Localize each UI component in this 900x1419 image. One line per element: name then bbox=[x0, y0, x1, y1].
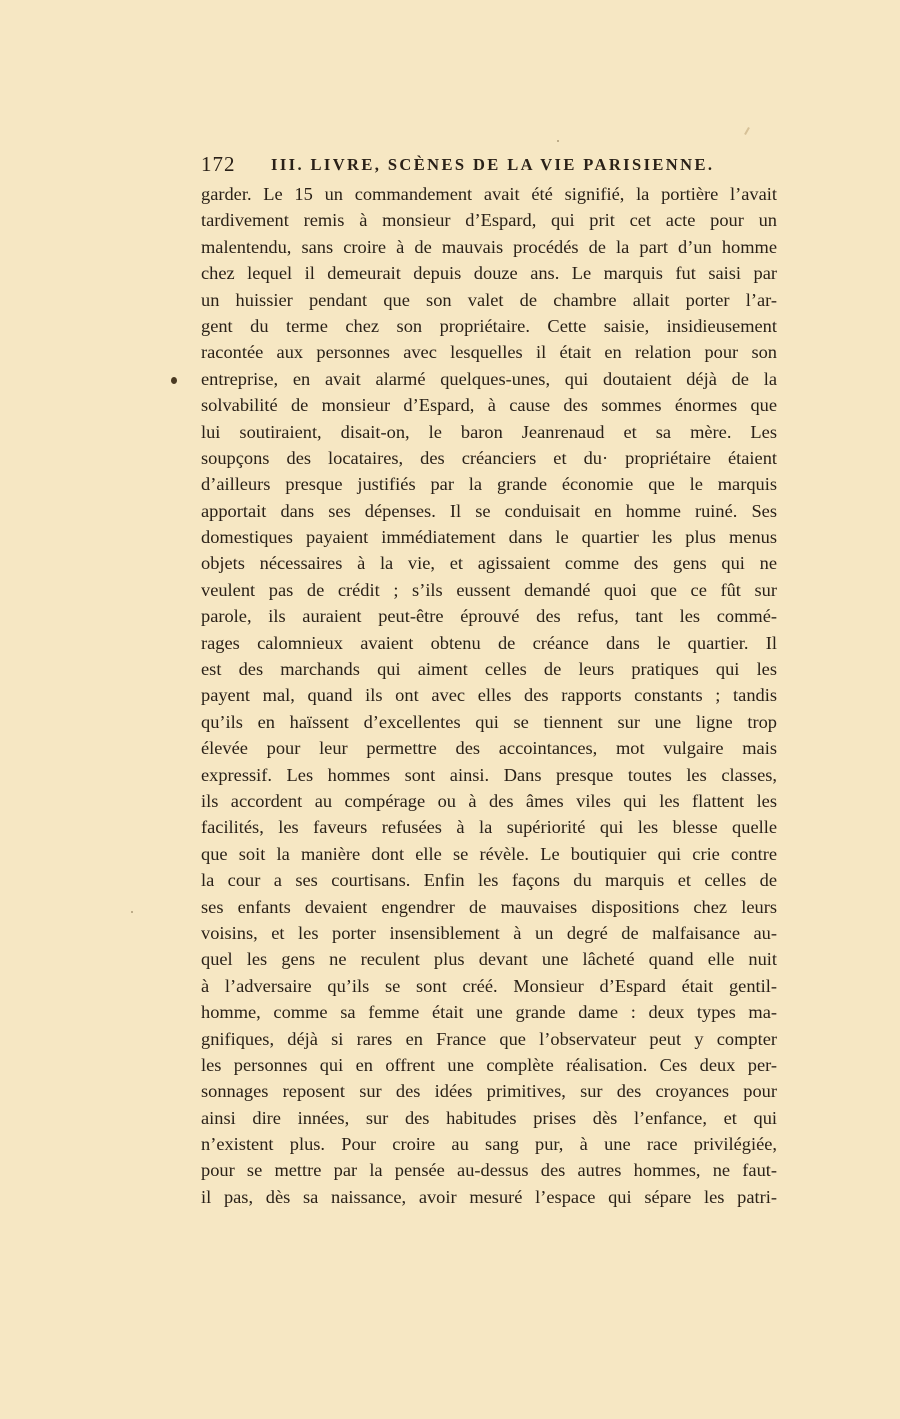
text-line: sonnages reposent sur des idées primitives, sur des croyances pour bbox=[201, 1081, 777, 1102]
text-line: rages calomnieux avaient obtenu de créance dans le quartier. Il bbox=[201, 632, 777, 653]
text-line: apportait dans ses dépenses. Il se conduisait en homme ruiné. Ses bbox=[201, 500, 777, 521]
text-line: payent mal, quand ils ont avec elles des rapports constants ; tandis bbox=[201, 685, 777, 706]
text-line: d’ailleurs presque justifiés par la grande économie que le marquis bbox=[201, 474, 777, 495]
page-number: 172 bbox=[201, 152, 236, 176]
running-title: III. LIVRE, SCÈNES DE LA VIE PARISIENNE. bbox=[271, 155, 715, 174]
text-line: racontée aux personnes avec lesquelles il était en relation pour son bbox=[201, 342, 777, 363]
text-line: n’existent plus. Pour croire au sang pur, à une race privilégiée, bbox=[201, 1134, 777, 1155]
text-line: expressif. Les hommes sont ainsi. Dans presque toutes les classes, bbox=[201, 764, 777, 785]
text-line: lui soutiraient, disait-on, le baron Jeanrenaud et sa mère. Les bbox=[201, 421, 777, 442]
text-line: facilités, les faveurs refusées à la supériorité qui les blesse quelle bbox=[201, 817, 777, 838]
text-line: est des marchands qui aiment celles de leurs pratiques qui les bbox=[201, 659, 777, 680]
text-line: chez lequel il demeurait depuis douze ans. Le marquis fut saisi par bbox=[201, 263, 777, 284]
text-line: tardivement remis à monsieur d’Espard, qui prit cet acte pour un bbox=[201, 210, 777, 231]
body-text bbox=[201, 181, 777, 1210]
paper-speck bbox=[557, 140, 559, 142]
text-line: les personnes qui en offrent une complète réalisation. Ces deux per- bbox=[201, 1054, 777, 1075]
text-line: veulent pas de crédit ; s’ils eussent demandé quoi que ce fût sur bbox=[201, 579, 777, 600]
margin-mark bbox=[171, 377, 177, 384]
text-line: il pas, dès sa naissance, avoir mesuré l’espace qui sépare les patri- bbox=[201, 1186, 777, 1207]
text-line: objets nécessaires à la vie, et agissaient comme des gens qui ne bbox=[201, 553, 777, 574]
paper-mark bbox=[744, 127, 750, 135]
text-line: solvabilité de monsieur d’Espard, à cause des sommes énormes que bbox=[201, 395, 777, 416]
text-line: parole, ils auraient peut-être éprouvé des refus, tant les commé- bbox=[201, 606, 777, 627]
text-line: un huissier pendant que son valet de chambre allait porter l’ar- bbox=[201, 289, 777, 310]
paper-speck bbox=[131, 911, 133, 913]
text-line: gent du terme chez son propriétaire. Cette saisie, insidieusement bbox=[201, 315, 777, 336]
text-line: garder. Le 15 un commandement avait été signifié, la portière l’avait bbox=[201, 184, 777, 204]
text-line: ainsi dire innées, sur des habitudes prises dès l’enfance, et qui bbox=[201, 1107, 777, 1128]
text-line: domestiques payaient immédiatement dans le quartier les plus menus bbox=[201, 527, 777, 548]
text-line: homme, comme sa femme était une grande dame : deux types ma- bbox=[201, 1002, 777, 1023]
text-line: malentendu, sans croire à de mauvais procédés de la part d’un homme bbox=[201, 236, 777, 257]
text-line: qu’ils en haïssent d’excellentes qui se tiennent sur une ligne trop bbox=[201, 711, 777, 732]
text-line: pour se mettre par la pensée au-dessus des autres hommes, ne faut- bbox=[201, 1160, 777, 1181]
text-line: soupçons des locataires, des créanciers et du· propriétaire étaient bbox=[201, 447, 777, 468]
text-line: gnifiques, déjà si rares en France que l’observateur peut y compter bbox=[201, 1028, 777, 1049]
text-line: à l’adversaire qu’ils se sont créé. Monsieur d’Espard était gentil- bbox=[201, 975, 777, 996]
text-line: entreprise, en avait alarmé quelques-unes, qui doutaient déjà de la bbox=[201, 368, 777, 389]
text-line: ils accordent au compérage ou à des âmes viles qui les flattent les bbox=[201, 790, 777, 811]
text-line: ses enfants devaient engendrer de mauvaises dispositions chez leurs bbox=[201, 896, 777, 917]
text-line: la cour a ses courtisans. Enfin les façons du marquis et celles de bbox=[201, 870, 777, 891]
text-line: quel les gens ne reculent plus devant une lâcheté quand elle nuit bbox=[201, 949, 777, 970]
text-line: élevée pour leur permettre des accointances, mot vulgaire mais bbox=[201, 738, 777, 759]
text-line: que soit la manière dont elle se révèle. Le boutiquier qui crie contre bbox=[201, 843, 777, 864]
text-line: voisins, et les porter insensiblement à un degré de malfaisance au- bbox=[201, 922, 777, 943]
running-head bbox=[201, 150, 781, 182]
